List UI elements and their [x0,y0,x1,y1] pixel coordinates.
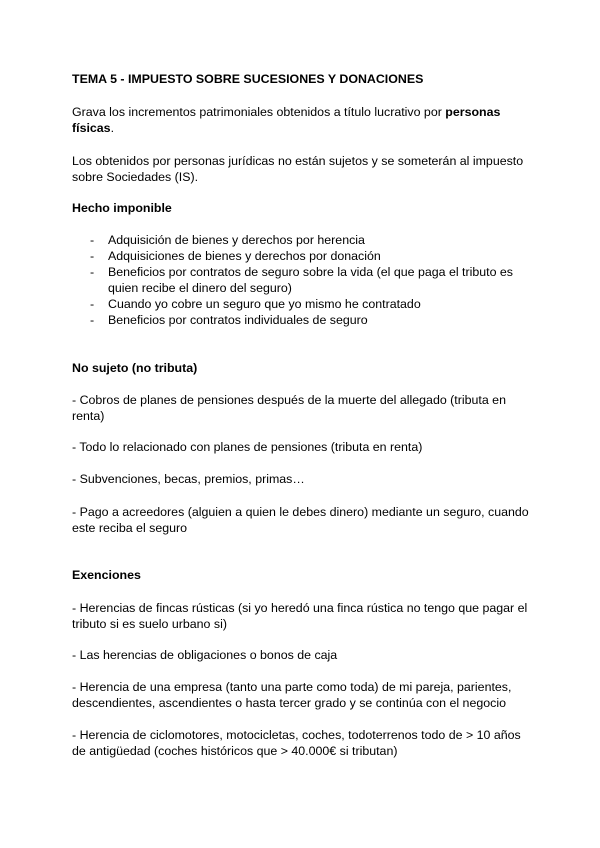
heading-hecho-imponible: Hecho imponible [72,201,172,215]
intro-paragraph [72,104,532,136]
intro-paragraph-2: Los obtenidos por personas jurídicas no están sujetos y se someterán al impuesto sobre Sociedades (IS). [72,154,524,184]
no-sujeto-item: - Todo lo relacionado con planes de pensiones (tributa en renta) [72,440,423,454]
list-item-text: Beneficios por contratos individuales de seguro [108,313,368,327]
list-item [72,312,532,328]
dash-bullet: - [90,297,95,311]
no-sujeto-item: - Pago a acreedores (alguien a quien le debes dinero) mediante un seguro, cuando este reciba el seguro [72,505,529,535]
no-sujeto-item: - Subvenciones, becas, premios, primas… [72,472,305,486]
list-item-text: Beneficios por contratos de seguro sobre la vida (el que paga el tributo es quien recibe el dinero del seguro) [108,265,514,295]
no-sujeto-item: - Cobros de planes de pensiones después de la muerte del allegado (tributa en renta) [72,393,506,423]
list-item-text: Adquisiciones de bienes y derechos por donación [108,249,381,263]
heading-exenciones: Exenciones [72,568,141,582]
list-item [72,232,532,248]
exenciones-item: - Las herencias de obligaciones o bonos de caja [72,648,338,662]
dash-bullet: - [90,249,95,263]
list-item-text: Cuando yo cobre un seguro que yo mismo he contratado [108,297,421,311]
heading-no-sujeto: No sujeto (no tributa) [72,361,198,375]
intro-text: Grava los incrementos patrimoniales obtenidos a título lucrativo por [72,105,446,119]
list-item [72,264,532,296]
page-title: TEMA 5 - IMPUESTO SOBRE SUCESIONES Y DONACIONES [72,72,424,86]
intro-bold-term: personas físicas [72,105,501,135]
list-item [72,248,532,264]
dash-bullet: - [90,265,95,279]
dash-bullet: - [90,313,95,327]
exenciones-item: - Herencia de ciclomotores, motocicletas, coches, todoterrenos todo de > 10 años de antigüedad (coches históricos que > 40.000€ si tributan) [72,728,521,758]
list-item [72,296,532,312]
hecho-imponible-list [72,232,532,328]
exenciones-item: - Herencia de una empresa (tanto una parte como toda) de mi pareja, parientes, descendientes, ascendientes o hasta tercer grado y se continúa con el negocio [72,680,512,710]
intro-end: . [110,121,115,135]
list-item-text: Adquisición de bienes y derechos por herencia [108,233,365,247]
exenciones-item: - Herencias de fincas rústicas (si yo heredó una finca rústica no tengo que pagar el tributo si es suelo urbano si) [72,601,528,631]
dash-bullet: - [90,233,95,247]
